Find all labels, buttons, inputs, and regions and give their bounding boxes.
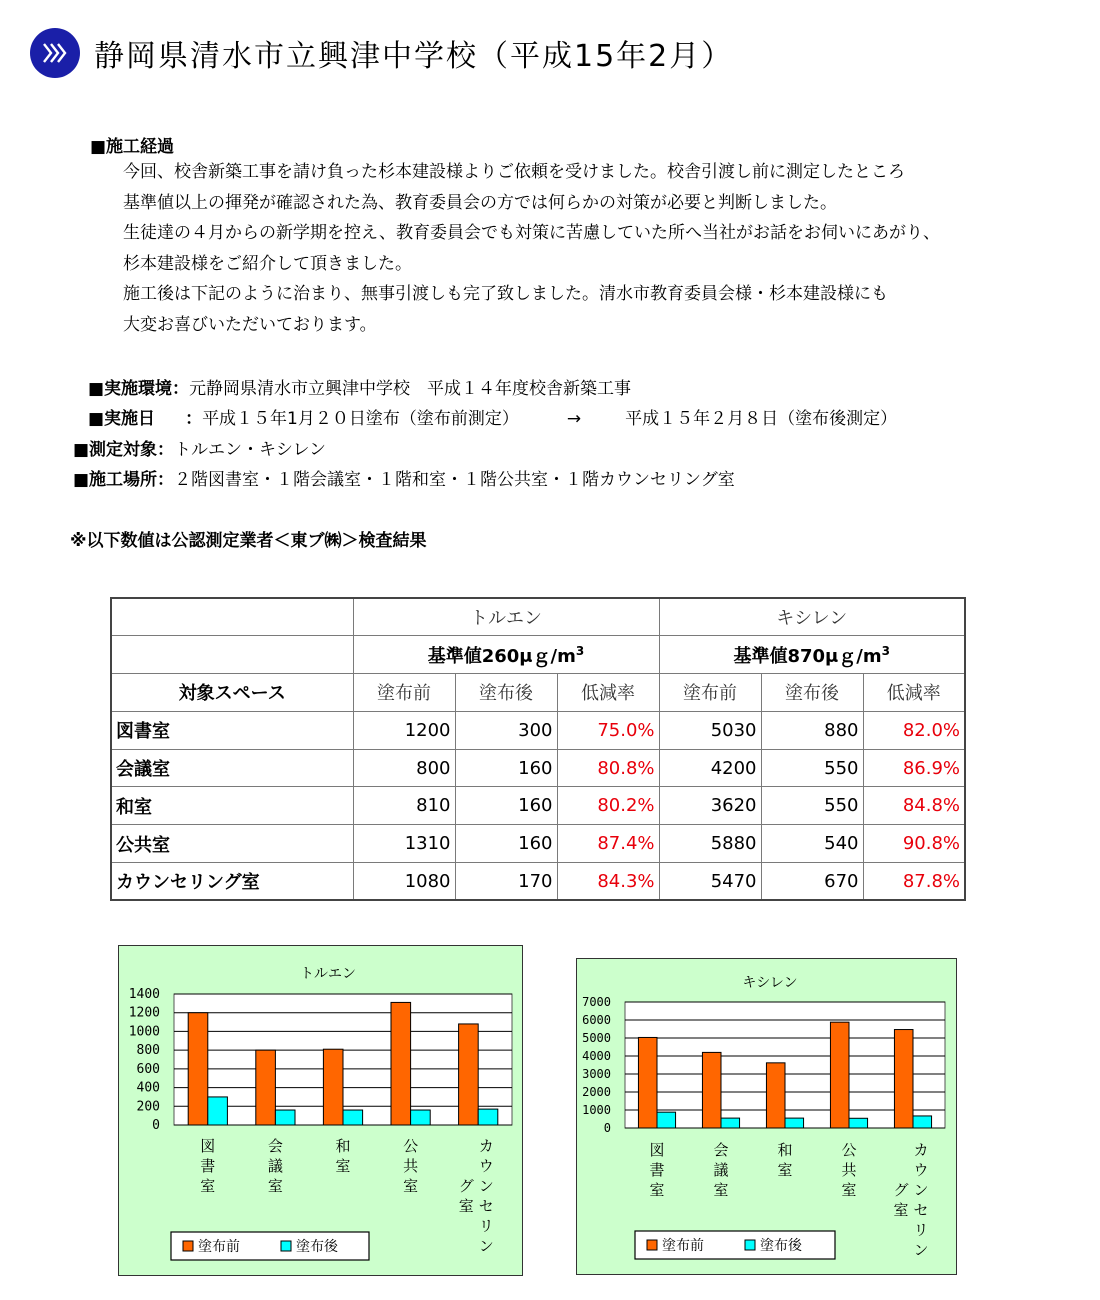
construction-label: ■施工経過 [90, 137, 175, 157]
bar-塗布後 [343, 1110, 363, 1125]
category-label: 共 [403, 1157, 419, 1175]
space-cell: 公共室 [111, 825, 353, 863]
bar-塗布前 [638, 1037, 657, 1128]
y-tick-label: 4000 [582, 1049, 611, 1063]
toluene-header: トルエン [353, 598, 659, 636]
value-cell: 300 [455, 711, 557, 749]
rate-cell: 84.8% [863, 787, 965, 825]
construction-line: 大変お喜びいただいております。 [123, 314, 377, 335]
date-arrow: → [566, 409, 582, 429]
category-label: リ [478, 1217, 494, 1235]
category-label: リ [913, 1221, 929, 1239]
table-row [111, 711, 965, 749]
y-tick-label: 2000 [582, 1085, 611, 1099]
col-before-header: 塗布前 [353, 674, 455, 712]
category-label: ウ [913, 1161, 929, 1179]
info-date [88, 404, 897, 429]
date-after: 平成１５年２月８日（塗布後測定） [625, 409, 898, 429]
y-tick-label: 1400 [128, 987, 160, 1002]
space-cell: カウンセリング室 [111, 863, 353, 901]
toluene-standard: 基準値$260\mu g/m^3$ [353, 636, 659, 674]
bar-塗布前 [256, 1050, 276, 1125]
xylene-chart-svg [577, 959, 955, 1273]
legend-swatch [647, 1240, 657, 1250]
rate-cell: 87.8% [863, 863, 965, 901]
category-label: 室 [841, 1181, 857, 1199]
table-row [111, 749, 965, 787]
legend-swatch [745, 1240, 755, 1250]
space-cell: 図書室 [111, 711, 353, 749]
category-label: 会 [713, 1141, 729, 1159]
bar-塗布後 [849, 1118, 868, 1128]
rate-cell: 87.4% [557, 825, 659, 863]
category-label: 議 [267, 1157, 283, 1175]
results-table [110, 597, 966, 901]
y-tick-label: 7000 [582, 995, 611, 1009]
category-label: 室 [649, 1181, 665, 1199]
y-tick-label: 800 [136, 1043, 160, 1059]
construction-line: 今回、校舎新築工事を請け負った杉本建設様よりご依頼を受けました。校舎引渡し前に測定したところ [123, 162, 905, 182]
info-target [73, 435, 326, 460]
chart-title: キシレン [742, 975, 798, 991]
category-label: 議 [713, 1161, 729, 1179]
category-label: 書 [200, 1157, 216, 1175]
category-label: 和 [777, 1141, 793, 1159]
bar-塗布後 [785, 1118, 804, 1128]
value-cell: 810 [353, 787, 455, 825]
col-before-header: 塗布前 [659, 674, 761, 712]
y-tick-label: 1200 [128, 1005, 160, 1021]
bar-塗布後 [721, 1118, 740, 1128]
env-value: 元静岡県清水市立興津中学校 平成１４年度校舎新築工事 [189, 379, 632, 399]
bar-塗布前 [702, 1052, 721, 1128]
table-row [111, 825, 965, 863]
value-cell: 550 [761, 787, 863, 825]
value-cell: 5880 [659, 825, 761, 863]
construction-text [123, 157, 940, 340]
category-label: グ [893, 1181, 909, 1199]
category-label: ン [913, 1181, 929, 1199]
page-title: 静岡県清水市立興津中学校（平成15年2月） [94, 39, 734, 74]
value-cell: 880 [761, 711, 863, 749]
measurement-note: ※以下数値は公認測定業者＜東ブ㈱＞検査結果 [70, 531, 427, 551]
col-rate-header: 低減率 [863, 674, 965, 712]
category-label: セ [913, 1201, 929, 1219]
legend-label: 塗布前 [662, 1238, 704, 1254]
chart-title: トルエン [300, 966, 356, 982]
construction-line: 生徒達の４月からの新学期を控え、教育委員会でも対策に苦慮していた所へ当社がお話をお伺いにあがり、 [123, 223, 941, 243]
legend-swatch [281, 1241, 291, 1251]
category-label: 公 [403, 1137, 419, 1155]
category-label: グ [458, 1177, 474, 1195]
category-label: ン [913, 1241, 929, 1259]
construction-line: 基準値以上の揮発が確認された為、教育委員会の方では何らかの対策が必要と判断しました。 [123, 192, 837, 213]
page-header [30, 28, 733, 78]
xylene-chart [576, 958, 957, 1275]
value-cell: 5030 [659, 711, 761, 749]
y-tick-label: 0 [152, 1118, 160, 1133]
value-cell: 1080 [353, 863, 455, 901]
rate-cell: 80.2% [557, 787, 659, 825]
place-value: ２階図書室・１階会議室・１階和室・１階公共室・１階カウンセリング室 [174, 470, 735, 490]
rate-cell: 86.9% [863, 749, 965, 787]
category-label: ン [478, 1177, 494, 1195]
col-after-header: 塗布後 [761, 674, 863, 712]
category-label: ン [478, 1237, 494, 1255]
y-tick-label: 1000 [128, 1024, 160, 1040]
y-tick-label: 5000 [582, 1031, 611, 1045]
category-label: 室 [893, 1201, 909, 1219]
y-tick-label: 3000 [582, 1067, 611, 1081]
table-row [111, 787, 965, 825]
category-label: 和 [335, 1137, 351, 1155]
value-cell: 540 [761, 825, 863, 863]
construction-line: 杉本建設様をご紹介して頂きました。 [123, 253, 412, 274]
bar-塗布後 [478, 1109, 498, 1125]
category-label: 室 [777, 1161, 793, 1179]
value-cell: 5470 [659, 863, 761, 901]
bar-塗布前 [830, 1022, 849, 1128]
info-place [73, 465, 735, 490]
category-label: カ [913, 1141, 929, 1159]
value-cell: 160 [455, 825, 557, 863]
bar-塗布前 [894, 1030, 913, 1128]
y-tick-label: 200 [136, 1099, 160, 1115]
category-label: 室 [335, 1157, 351, 1175]
value-cell: 4200 [659, 749, 761, 787]
bar-塗布前 [323, 1049, 343, 1125]
category-label: 室 [403, 1177, 419, 1195]
date-colon: ： [185, 409, 203, 429]
category-label: 図 [649, 1141, 665, 1159]
rate-cell: 80.8% [557, 749, 659, 787]
bar-塗布前 [459, 1024, 479, 1125]
y-tick-label: 400 [136, 1080, 160, 1096]
value-cell: 800 [353, 749, 455, 787]
category-label: 共 [841, 1161, 857, 1179]
category-label: カ [478, 1137, 494, 1155]
info-environment [88, 374, 631, 399]
bar-塗布後 [275, 1110, 295, 1125]
category-label: ウ [478, 1157, 494, 1175]
table-row [111, 863, 965, 901]
space-header: 対象スペース [111, 674, 353, 712]
value-cell: 160 [455, 749, 557, 787]
y-tick-label: 1000 [582, 1103, 611, 1117]
date-before: 平成１５年1月２０日塗布（塗布前測定） [202, 409, 519, 429]
category-label: セ [478, 1197, 494, 1215]
xylene-standard: 基準値$870\mu g/m^3$ [659, 636, 965, 674]
target-value: トルエン・キシレン [174, 440, 327, 460]
value-cell: 670 [761, 863, 863, 901]
y-tick-label: 6000 [582, 1013, 611, 1027]
bar-塗布後 [208, 1097, 228, 1125]
category-label: 書 [649, 1161, 665, 1179]
bar-塗布後 [913, 1116, 932, 1128]
value-cell: 1310 [353, 825, 455, 863]
value-cell: 550 [761, 749, 863, 787]
bar-塗布前 [391, 1002, 411, 1125]
table-blank-cell [111, 636, 353, 674]
value-cell: 170 [455, 863, 557, 901]
env-label: ■実施環境： [88, 379, 190, 399]
double-chevron-right-icon [30, 28, 80, 78]
target-label: ■測定対象： [73, 440, 175, 460]
legend-label: 塗布後 [296, 1239, 338, 1255]
category-label: 室 [713, 1181, 729, 1199]
rate-cell: 75.0% [557, 711, 659, 749]
value-cell: 160 [455, 787, 557, 825]
construction-line: 施工後は下記のように治まり、無事引渡しも完了致しました。清水市教育委員会様・杉本建設様にも [123, 284, 888, 304]
y-tick-label: 0 [603, 1121, 611, 1135]
legend-swatch [183, 1241, 193, 1251]
category-label: 室 [267, 1177, 283, 1195]
bar-塗布後 [657, 1112, 676, 1128]
table-corner-cell [111, 598, 353, 636]
category-label: 公 [841, 1141, 857, 1159]
value-cell: 3620 [659, 787, 761, 825]
toluene-chart [118, 945, 523, 1276]
date-label: ■実施日 [88, 409, 156, 429]
bar-塗布後 [411, 1110, 431, 1125]
y-tick-label: 600 [136, 1061, 160, 1077]
legend-label: 塗布後 [760, 1238, 802, 1254]
space-cell: 会議室 [111, 749, 353, 787]
rate-cell: 82.0% [863, 711, 965, 749]
category-label: 会 [267, 1137, 283, 1155]
category-label: 室 [200, 1177, 216, 1195]
bar-塗布前 [188, 1013, 208, 1125]
bar-塗布前 [766, 1063, 785, 1128]
col-after-header: 塗布後 [455, 674, 557, 712]
rate-cell: 90.8% [863, 825, 965, 863]
toluene-chart-svg [119, 946, 521, 1274]
col-rate-header: 低減率 [557, 674, 659, 712]
legend-label: 塗布前 [198, 1239, 240, 1255]
category-label: 室 [458, 1197, 474, 1215]
value-cell: 1200 [353, 711, 455, 749]
place-label: ■施工場所： [73, 470, 175, 490]
xylene-header: キシレン [659, 598, 965, 636]
rate-cell: 84.3% [557, 863, 659, 901]
space-cell: 和室 [111, 787, 353, 825]
category-label: 図 [200, 1137, 216, 1155]
